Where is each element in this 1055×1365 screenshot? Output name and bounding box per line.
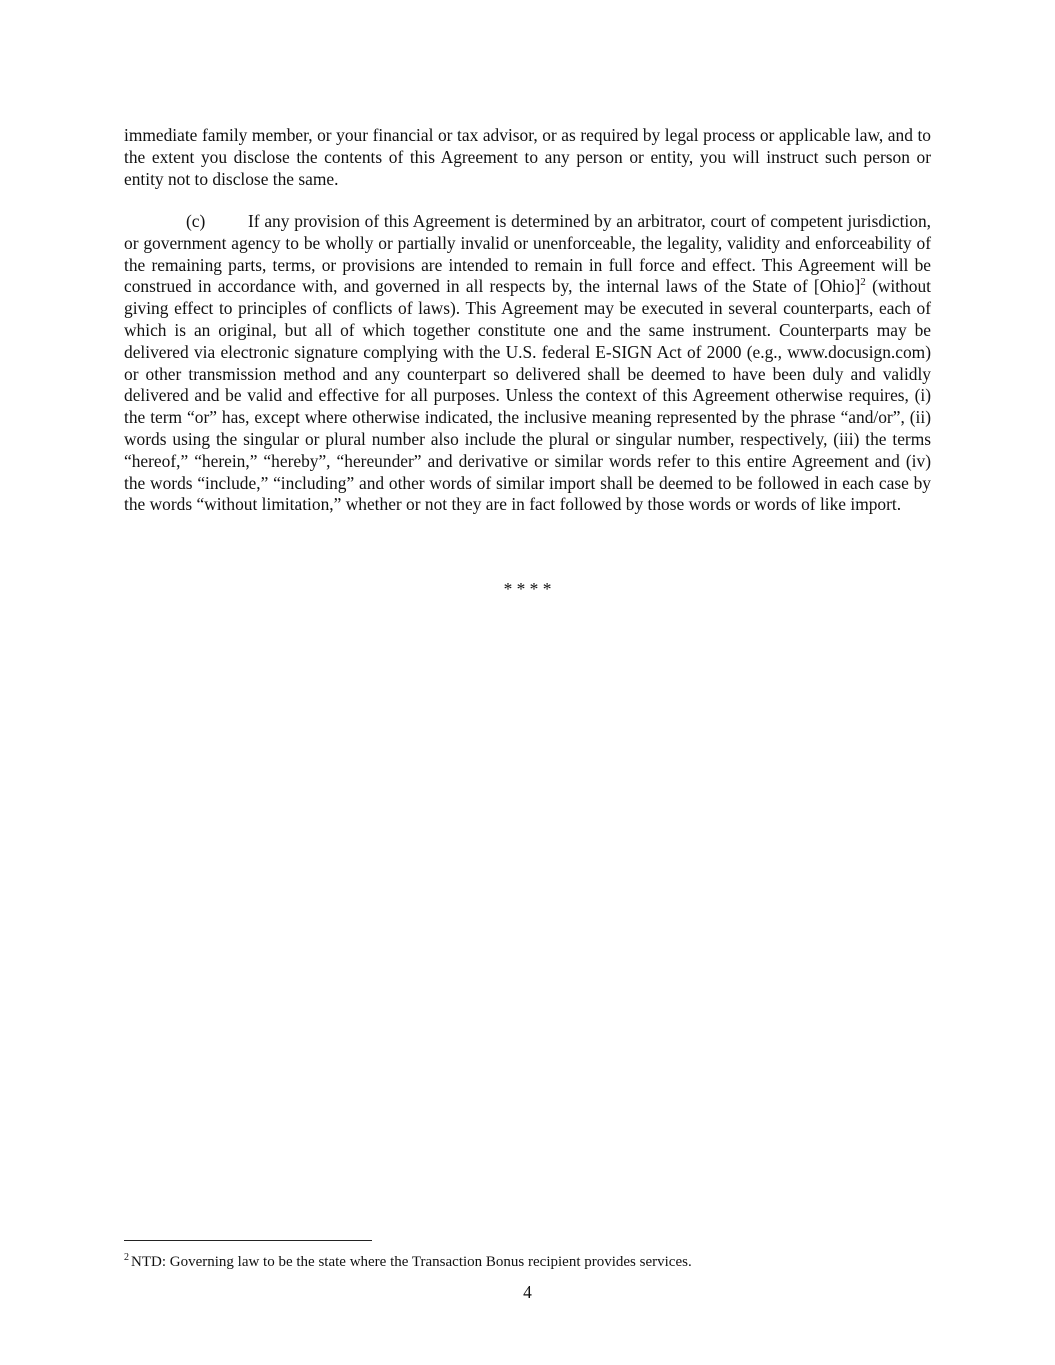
section-c-label: (c) — [186, 211, 206, 231]
section-c-text-after-ref: (without giving effect to principles of conflicts of laws). This Agreement may be executed in several counterparts, each of which is an original, but all of which together constitute one and the same instrument. Counterparts may be delivered via electronic signature complying with the U.S. federal E-SIGN Act of 2000 (e.g., www.docusign.com) or other transmission method and any counterpart so delivered shall be deemed to have been duly and validly delivered and be valid and effective for all purposes. Unless the context of this Agreement otherwise requires, (i) the term “or” has, except where otherwise indicated, the inclusive meaning represented by the phrase “and/or”, (ii) words using the singular or plural number also include the plural or singular number, respectively, (iii) the terms “hereof,” “herein,” “hereby”, “hereunder” and derivative or similar words refer to this entire Agreement and (iv) the words “include,” “including” and other words of similar import shall be deemed to be followed in each case by the words “without limitation,” whether or not they are in fact followed by those words or words of like import. — [124, 276, 932, 515]
footnote — [124, 1252, 931, 1272]
paragraph-continuation: immediate family member, or your financial or tax advisor, or as required by legal process or applicable law, and to the extent you disclose the contents of this Agreement to any person or entity, you will instruct such person or entity not to disclose the same. — [124, 125, 931, 189]
page-number: 4 — [523, 1282, 532, 1302]
footnote-number: 2 — [124, 1252, 129, 1263]
section-separator: * * * * — [503, 579, 552, 599]
footnote-divider — [124, 1240, 372, 1241]
footnote-text: NTD: Governing law to be the state where the Transaction Bonus recipient provides services. — [131, 1254, 692, 1270]
section-c-text-before-ref: If any provision of this Agreement is determined by an arbitrator, court of competent jurisdiction, or government agency to be wholly or partially invalid or unenforceable, the legality, validity and enforceability of the remaining parts, terms, or provisions are intended to remain in full force and effect. This Agreement will be construed in accordance with, and governed in all respects by, the internal laws of the State of [Ohio] — [124, 211, 931, 297]
section-c-paragraph — [124, 211, 931, 516]
footnote-reference[interactable]: 2 — [860, 276, 866, 289]
